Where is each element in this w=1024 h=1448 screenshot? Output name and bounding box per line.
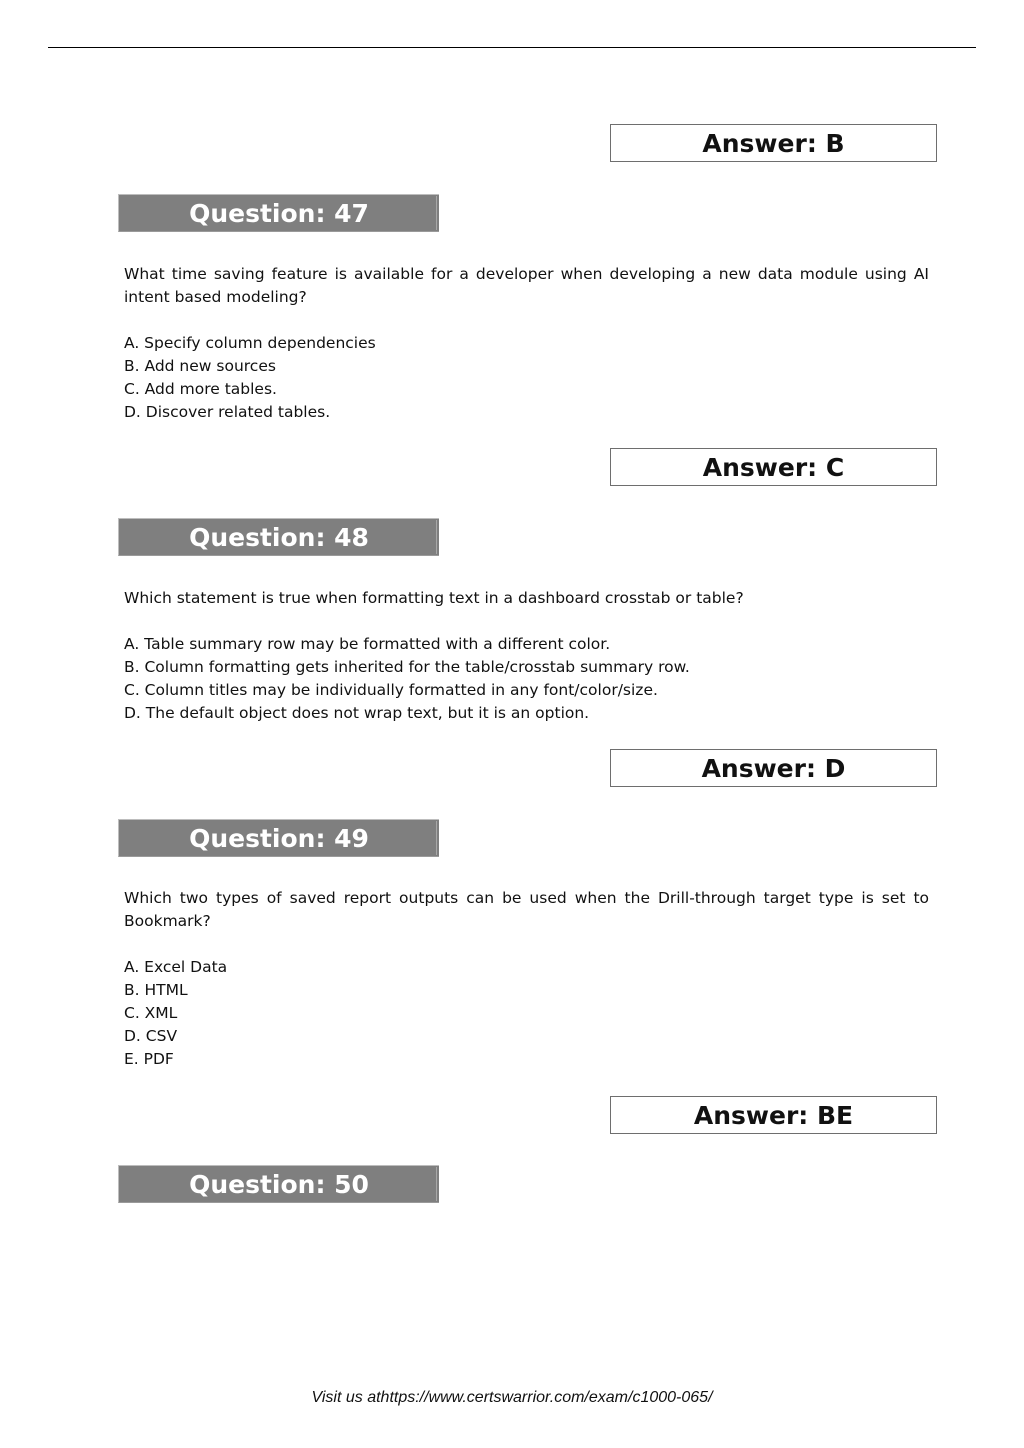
- answer-option: A. Table summary row may be formatted with a different color.: [124, 635, 611, 653]
- header-rule: [48, 47, 976, 48]
- question-header: [118, 194, 439, 232]
- answer-option: B. HTML: [124, 981, 188, 999]
- question-header: [118, 518, 439, 556]
- footer-text[interactable]: Visit us athttps://www.certswarrior.com/exam/c1000-065/: [311, 1389, 713, 1406]
- answer-box: [610, 448, 937, 486]
- question-text: Which two types of saved report outputs can be used when the Drill-through target type is set to Bookmark?: [124, 889, 929, 930]
- answer-label: Answer: B: [702, 128, 845, 158]
- answer-box: [610, 124, 937, 162]
- question-body: [124, 887, 929, 1071]
- answer-option: B. Column formatting gets inherited for the table/crosstab summary row.: [124, 658, 690, 676]
- question-title: Question: 48: [189, 522, 369, 552]
- answer-option: B. Add new sources: [124, 357, 276, 375]
- question-text: What time saving feature is available for a developer when developing a new data module using AI intent based modeling?: [124, 265, 929, 306]
- answer-label: Answer: BE: [693, 1100, 854, 1130]
- question-header: [118, 819, 439, 857]
- question-title: Question: 50: [189, 1169, 369, 1199]
- question-title: Question: 49: [189, 823, 369, 853]
- answer-option: D. CSV: [124, 1027, 178, 1045]
- answer-option: E. PDF: [124, 1050, 174, 1068]
- answer-box: [610, 1096, 937, 1134]
- answer-option: D. Discover related tables.: [124, 403, 331, 421]
- answer-label: Answer: D: [701, 753, 846, 783]
- answer-option: D. The default object does not wrap text, but it is an option.: [124, 704, 590, 722]
- answer-option: C. Add more tables.: [124, 380, 277, 398]
- question-body: [124, 587, 929, 725]
- answer-option: A. Excel Data: [124, 958, 228, 976]
- answer-option: C. XML: [124, 1004, 178, 1022]
- question-text: Which statement is true when formatting text in a dashboard crosstab or table?: [124, 589, 744, 607]
- footer-link[interactable]: [0, 1389, 1024, 1407]
- question-header: [118, 1165, 439, 1203]
- question-title: Question: 47: [189, 198, 369, 228]
- answer-option: A. Specify column dependencies: [124, 334, 376, 352]
- answer-option: C. Column titles may be individually formatted in any font/color/size.: [124, 681, 658, 699]
- answer-label: Answer: C: [702, 452, 845, 482]
- question-body: [124, 263, 929, 424]
- answer-box: [610, 749, 937, 787]
